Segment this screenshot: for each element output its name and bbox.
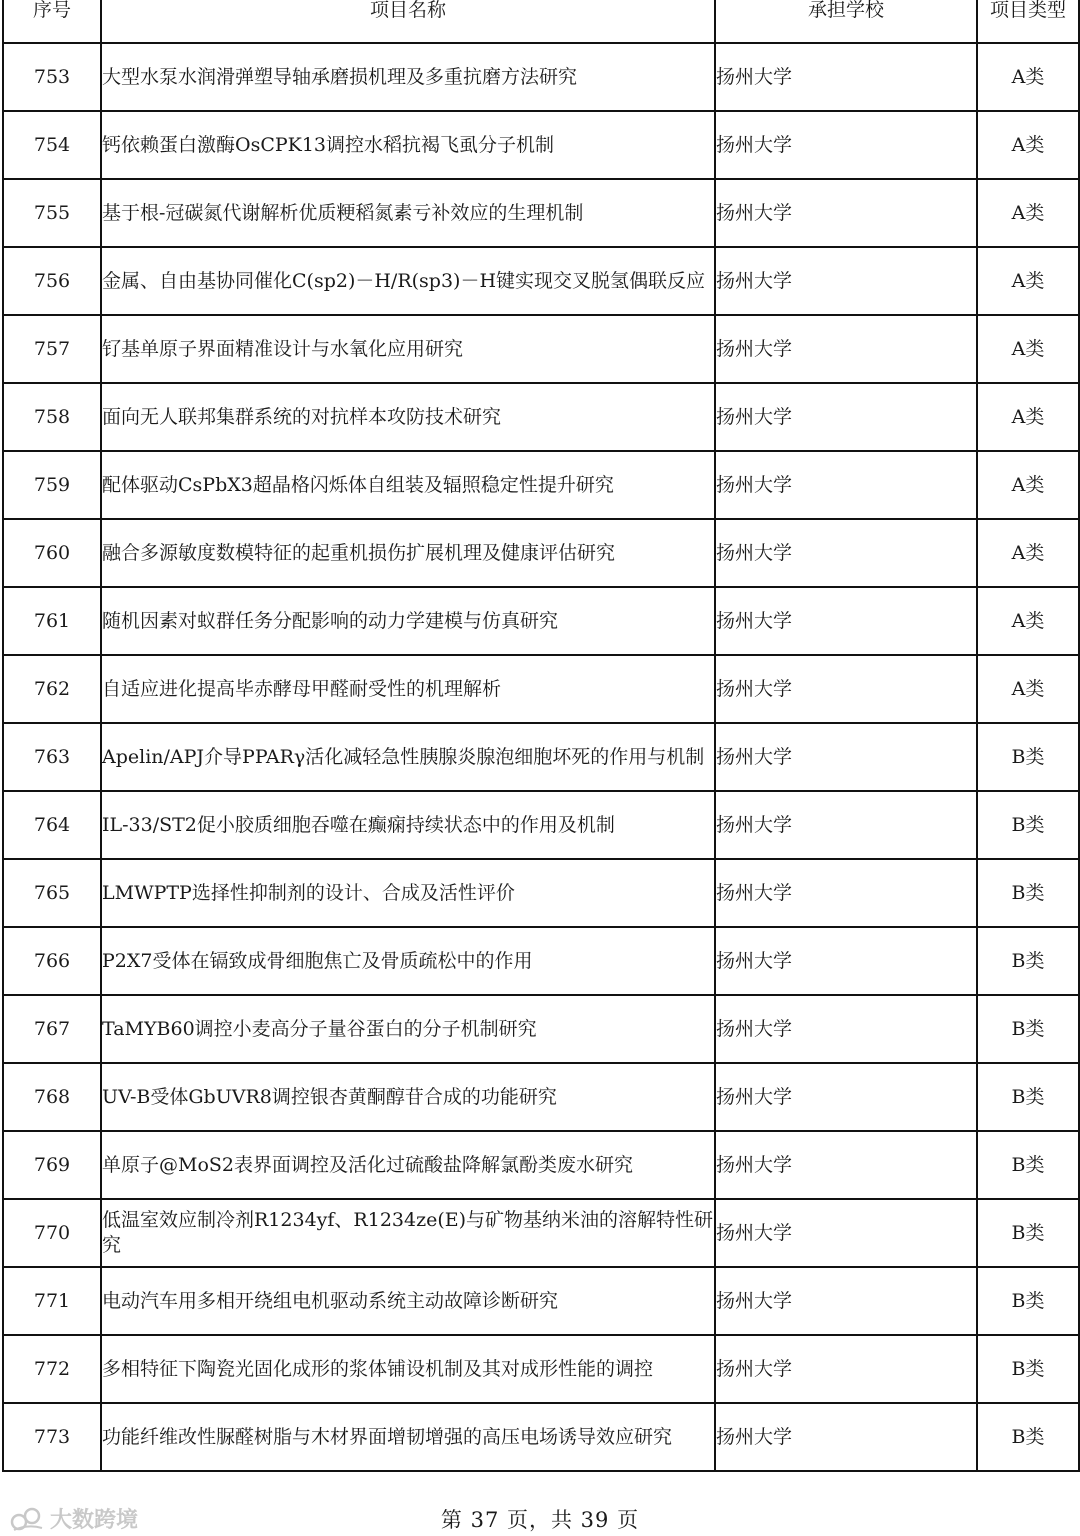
row-number: 768 [3,1063,101,1131]
row-school: 扬州大学 [715,1403,977,1471]
row-project-name: TaMYB60调控小麦高分子量谷蛋白的分子机制研究 [101,995,715,1063]
table-row [3,655,1079,723]
row-number: 758 [3,383,101,451]
table-row [3,519,1079,587]
row-school: 扬州大学 [715,247,977,315]
table-row [3,111,1079,179]
row-project-name: 配体驱动CsPbX3超晶格闪烁体自组装及辐照稳定性提升研究 [101,451,715,519]
row-number: 759 [3,451,101,519]
row-project-type: A类 [977,179,1079,247]
row-project-name: 融合多源敏度数模特征的起重机损伤扩展机理及健康评估研究 [101,519,715,587]
row-project-type: B类 [977,1267,1079,1335]
row-project-name: LMWPTP选择性抑制剂的设计、合成及活性评价 [101,859,715,927]
row-number: 769 [3,1131,101,1199]
header-school: 承担学校 [715,0,977,43]
row-project-type: B类 [977,927,1079,995]
row-school: 扬州大学 [715,859,977,927]
row-project-type: B类 [977,1335,1079,1403]
table-row [3,315,1079,383]
row-school: 扬州大学 [715,791,977,859]
row-number: 770 [3,1199,101,1267]
row-school: 扬州大学 [715,927,977,995]
page-number: 第 37 页，共 39 页 [440,1508,640,1532]
row-school: 扬州大学 [715,1131,977,1199]
row-number: 761 [3,587,101,655]
row-number: 756 [3,247,101,315]
row-school: 扬州大学 [715,383,977,451]
watermark-text: 大数跨境 [50,1508,139,1533]
table-row [3,927,1079,995]
header-number: 序号 [3,0,101,43]
row-project-name: 金属、自由基协同催化C(sp2)－H/R(sp3)－H键实现交叉脱氢偶联反应 [101,247,715,315]
row-number: 764 [3,791,101,859]
brand-logo-icon [10,1506,46,1532]
row-project-type: A类 [977,43,1079,111]
row-project-name: 自适应进化提高毕赤酵母甲醛耐受性的机理解析 [101,655,715,723]
row-project-type: B类 [977,1403,1079,1471]
row-project-type: B类 [977,1131,1079,1199]
table-row [3,451,1079,519]
row-number: 757 [3,315,101,383]
row-project-type: A类 [977,451,1079,519]
row-project-name: IL-33/ST2促小胶质细胞吞噬在癫痫持续状态中的作用及机制 [101,791,715,859]
row-school: 扬州大学 [715,1199,977,1267]
row-project-name: 电动汽车用多相开绕组电机驱动系统主动故障诊断研究 [101,1267,715,1335]
row-number: 773 [3,1403,101,1471]
project-table [2,0,1080,1472]
row-project-name: 低温室效应制冷剂R1234yf、R1234ze(E)与矿物基纳米油的溶解特性研究 [101,1199,715,1267]
row-school: 扬州大学 [715,1063,977,1131]
row-school: 扬州大学 [715,1267,977,1335]
row-project-name: 多相特征下陶瓷光固化成形的浆体铺设机制及其对成形性能的调控 [101,1335,715,1403]
row-project-name: P2X7受体在镉致成骨细胞焦亡及骨质疏松中的作用 [101,927,715,995]
row-project-type: A类 [977,315,1079,383]
row-project-name: 功能纤维改性脲醛树脂与木材界面增韧增强的高压电场诱导效应研究 [101,1403,715,1471]
row-school: 扬州大学 [715,315,977,383]
row-school: 扬州大学 [715,519,977,587]
row-project-name: 大型水泵水润滑弹塑导轴承磨损机理及多重抗磨方法研究 [101,43,715,111]
row-school: 扬州大学 [715,587,977,655]
row-project-type: A类 [977,247,1079,315]
table-row [3,1267,1079,1335]
row-number: 763 [3,723,101,791]
row-project-type: B类 [977,995,1079,1063]
row-project-name: Apelin/APJ介导PPARγ活化减轻急性胰腺炎腺泡细胞坏死的作用与机制 [101,723,715,791]
table-row [3,791,1079,859]
row-number: 766 [3,927,101,995]
table-row [3,1131,1079,1199]
row-school: 扬州大学 [715,111,977,179]
row-number: 772 [3,1335,101,1403]
row-school: 扬州大学 [715,43,977,111]
row-project-name: 钌基单原子界面精准设计与水氧化应用研究 [101,315,715,383]
row-school: 扬州大学 [715,655,977,723]
table-row [3,1403,1079,1471]
table-row [3,859,1079,927]
table-row [3,43,1079,111]
table-row [3,995,1079,1063]
row-project-name: 单原子@MoS2表界面调控及活化过硫酸盐降解氯酚类废水研究 [101,1131,715,1199]
table-row [3,1063,1079,1131]
table-row [3,247,1079,315]
row-project-type: A类 [977,587,1079,655]
row-school: 扬州大学 [715,451,977,519]
table-row [3,1199,1079,1267]
row-project-type: B类 [977,1199,1079,1267]
row-number: 753 [3,43,101,111]
row-project-type: A类 [977,111,1079,179]
row-project-name: 基于根-冠碳氮代谢解析优质粳稻氮素亏补效应的生理机制 [101,179,715,247]
row-number: 765 [3,859,101,927]
table-header-row [3,0,1079,43]
row-school: 扬州大学 [715,723,977,791]
row-project-name: 随机因素对蚁群任务分配影响的动力学建模与仿真研究 [101,587,715,655]
row-project-name: 钙依赖蛋白激酶OsCPK13调控水稻抗褐飞虱分子机制 [101,111,715,179]
row-number: 771 [3,1267,101,1335]
header-project-type: 项目类型 [977,0,1079,43]
row-project-type: B类 [977,791,1079,859]
row-project-type: B类 [977,859,1079,927]
row-project-name: 面向无人联邦集群系统的对抗样本攻防技术研究 [101,383,715,451]
table-row [3,179,1079,247]
row-number: 754 [3,111,101,179]
row-project-type: B类 [977,1063,1079,1131]
row-project-type: A类 [977,383,1079,451]
row-school: 扬州大学 [715,179,977,247]
row-number: 767 [3,995,101,1063]
row-school: 扬州大学 [715,995,977,1063]
table-row [3,723,1079,791]
row-project-name: UV-B受体GbUVR8调控银杏黄酮醇苷合成的功能研究 [101,1063,715,1131]
row-project-type: A类 [977,655,1079,723]
table-row [3,587,1079,655]
header-project-name: 项目名称 [101,0,715,43]
row-project-type: A类 [977,519,1079,587]
row-number: 755 [3,179,101,247]
table-row [3,1335,1079,1403]
watermark [10,1503,138,1534]
table-row [3,383,1079,451]
row-number: 760 [3,519,101,587]
row-number: 762 [3,655,101,723]
row-project-type: B类 [977,723,1079,791]
row-school: 扬州大学 [715,1335,977,1403]
